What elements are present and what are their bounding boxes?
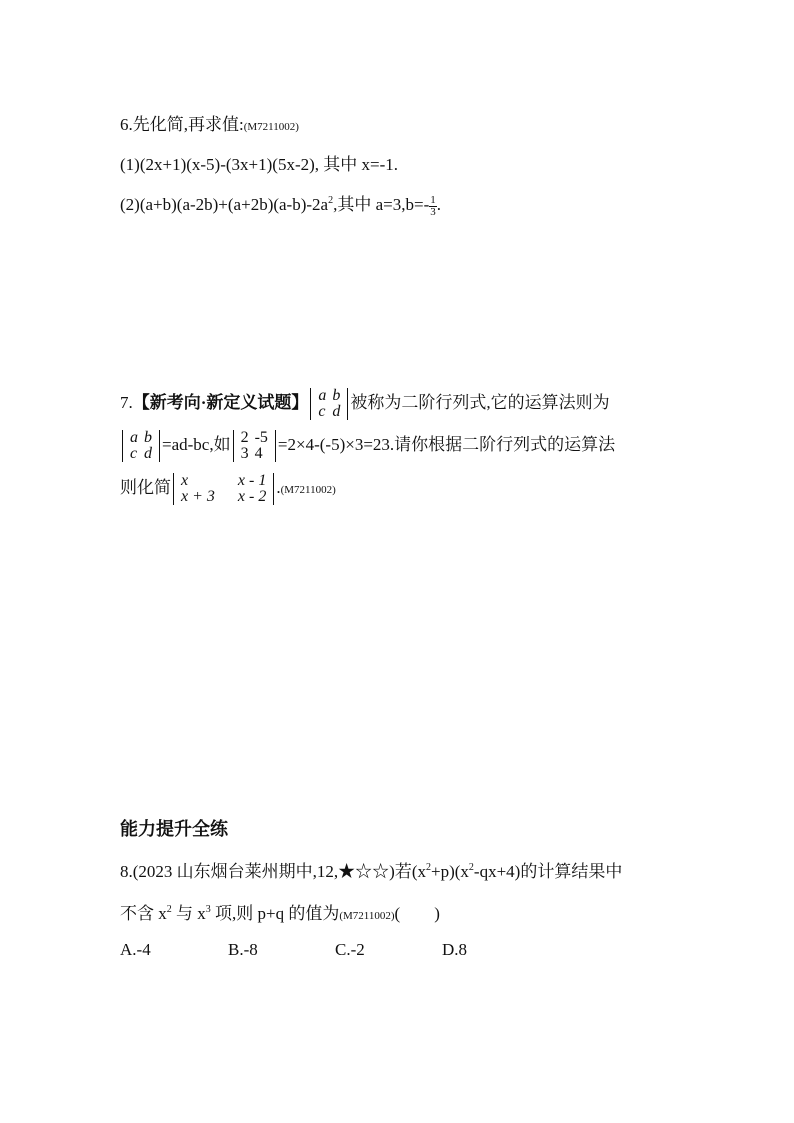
det-cell: c [318, 403, 326, 421]
det-cell: a [130, 429, 138, 447]
q6-part2-end: . [436, 195, 441, 214]
q8-line2 [120, 899, 440, 924]
q8-option-d: D.8 [442, 940, 468, 959]
determinant-abcd-rule [122, 430, 160, 462]
exponent: 2 [166, 904, 172, 915]
det-cell: 4 [254, 445, 263, 463]
determinant-example [233, 430, 276, 462]
q7-text2: =ad-bc,如 [162, 435, 231, 454]
det-cell: x [181, 472, 189, 490]
q7-text4: 则化简 [120, 478, 171, 497]
q8-option-a: A.-4 [120, 940, 151, 959]
exponent: 2 [468, 862, 474, 873]
section-title: 能力提升全练 [120, 819, 228, 839]
q7-text5: . [276, 478, 281, 497]
q8-text-c: -qx+4)的计算结果中 [473, 862, 623, 881]
det-cell: b [144, 429, 152, 447]
q8-option-c: C.-2 [335, 940, 365, 959]
det-cell: a [318, 387, 327, 405]
determinant-x [173, 473, 274, 505]
q8-option-b: B.-8 [228, 940, 258, 959]
det-cell: d [332, 403, 341, 421]
q8-text-f: 项,则 p+q 的值为 [210, 904, 340, 923]
exponent: 3 [205, 904, 211, 915]
q7-line3 [120, 473, 336, 505]
answer-blank: ( ) [394, 904, 440, 923]
q7-line2 [120, 430, 615, 462]
det-cell: d [144, 445, 152, 463]
determinant-abcd [310, 388, 348, 420]
fraction-denominator: 3 [430, 205, 436, 218]
det-cell: c [130, 445, 138, 463]
q6-part2-exponent: 2 [328, 195, 334, 206]
det-cell: x - 1 [237, 472, 267, 490]
det-cell: x - 2 [237, 488, 267, 506]
det-cell: x + 3 [181, 488, 215, 506]
q8-text-a: 8.(2023 山东烟台莱州期中,12,★☆☆)若(x [120, 862, 426, 881]
det-cell: b [332, 387, 341, 405]
q6-part2-cond: ,其中 a=3,b=- [333, 195, 430, 214]
q6-code: (M7211002) [243, 121, 299, 133]
fraction-one-third [429, 195, 437, 218]
exponent: 2 [425, 862, 431, 873]
q6-part1: (1)(2x+1)(x-5)-(3x+1)(5x-2), 其中 x=-1. [120, 155, 399, 174]
q7-text3: =2×4-(-5)×3=23.请你根据二阶行列式的运算法 [277, 435, 616, 454]
q8-text-b: +p)(x [430, 862, 469, 881]
q6-title: 6.先化简,再求值: [120, 115, 244, 134]
q7-text1: 被称为二阶行列式,它的运算法则为 [350, 393, 610, 412]
q8-text-e: 与 x [171, 904, 206, 923]
det-cell: 3 [240, 445, 249, 463]
q6-part2 [120, 190, 441, 218]
det-cell: 2 [240, 429, 249, 447]
q6-title-line [120, 110, 299, 135]
q7-line1 [120, 388, 610, 420]
q8-text-d: 不含 x [120, 904, 167, 923]
q8-line1 [120, 857, 622, 882]
q7-code: (M7211002) [280, 484, 336, 496]
q7-number: 7. [120, 393, 133, 412]
det-cell: -5 [254, 429, 268, 447]
q8-code: (M7211002) [339, 910, 395, 922]
q6-part2-expr: (2)(a+b)(a-2b)+(a+2b)(a-b)-2a [120, 195, 329, 214]
fraction-numerator: 1 [430, 193, 436, 206]
q7-tag: 【新考向·新定义试题】 [132, 393, 309, 412]
